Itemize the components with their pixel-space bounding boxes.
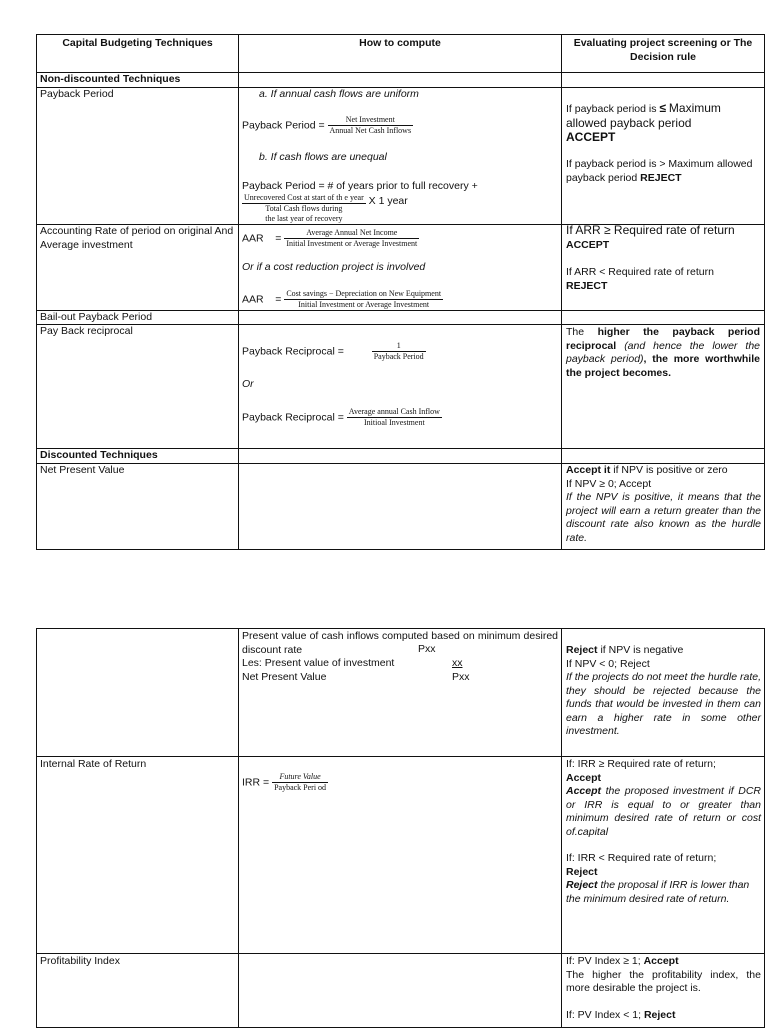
fraction-numerator: Unrecovered Cost at start of th e year — [244, 193, 364, 202]
rule-text: If payback period is > Maximum allowed payback period — [566, 158, 753, 184]
arr-formula-cost-reduction — [242, 289, 443, 310]
fraction — [284, 289, 443, 310]
uniform-cash-flow-label: a. If annual cash flows are uniform — [259, 88, 419, 100]
rule-text: If ARR < Required rate of return — [566, 266, 714, 278]
fraction-denominator: Annual Net Cash Inflows — [329, 126, 412, 135]
header-techniques: Capital Budgeting Techniques — [62, 37, 213, 49]
fraction-numerator: Net Investment — [328, 115, 414, 126]
formula-lhs: Payback Reciprocal = — [242, 411, 344, 424]
rule-decision: REJECT — [640, 171, 682, 184]
formula-lhs: AAR — [242, 232, 264, 245]
unequal-cash-flow-label: b. If cash flows are unequal — [259, 151, 387, 163]
irr-formula — [242, 772, 328, 793]
npv-reject-rule — [566, 644, 761, 739]
payback-formula-uniform — [242, 115, 413, 136]
fraction-numerator: Cost savings − Depreciation on New Equipment — [286, 289, 442, 298]
section-discounted: Discounted Techniques — [40, 449, 158, 461]
technique-irr: Internal Rate of Return — [40, 758, 147, 770]
rule-text: If NPV < 0; Reject — [566, 657, 650, 670]
npv-line-label: Net Present Value — [242, 670, 327, 683]
rule-emphasis: higher the payback period reciprocal — [566, 326, 761, 352]
formula-tail: X 1 year — [368, 195, 408, 207]
rule-text: If ARR ≥ Required rate of return — [566, 223, 735, 237]
reciprocal-formula — [242, 341, 426, 362]
npv-line-3 — [242, 671, 558, 685]
row-divider — [37, 756, 764, 757]
rule-decision: Accept it — [566, 464, 611, 476]
fraction — [347, 407, 442, 428]
rule-decision: Reject — [566, 644, 598, 656]
rule-text: if NPV is positive or zero — [613, 464, 728, 476]
fraction-denominator: Initial Investment or Average Investment — [298, 300, 430, 309]
rule-decision: Reject — [643, 1008, 676, 1021]
rule-emphasis: more worthwhile the project becomes. — [566, 353, 760, 379]
row-divider — [37, 953, 764, 954]
npv-line-value: Pxx — [418, 643, 436, 655]
technique-profitability-index: Profitability Index — [40, 955, 120, 967]
fraction-denominator: Initioal Investment — [364, 418, 425, 427]
rule-decision: Reject — [566, 879, 598, 891]
formula-lhs: IRR = — [242, 776, 270, 789]
reciprocal-formula-alt — [242, 407, 442, 428]
npv-accept-rule — [566, 464, 761, 545]
rule-explanation: the proposal if IRR is lower than the minimum desired rate of return. — [566, 879, 750, 905]
fraction-denominator: Total Cash flows during — [265, 204, 343, 213]
rule-explanation: If the NPV is positive, it means that the project will earn a return greater than the discount rate also known as the hurdle rate. — [566, 491, 761, 544]
rule-decision: ACCEPT — [566, 130, 616, 144]
pi-reject-line — [566, 1009, 761, 1023]
irr-decision-rule — [566, 758, 761, 906]
header-decision-rule: Evaluating project screening or The Decision rule — [573, 37, 753, 63]
rule-text: if NPV is negative — [600, 644, 684, 656]
formula-lhs: AAR — [242, 293, 264, 306]
technique-payback-period: Payback Period — [40, 88, 114, 100]
rule-decision: Accept — [566, 785, 602, 797]
rule-text: If: IRR < Required rate of return; — [566, 852, 717, 864]
npv-line-1 — [242, 630, 558, 657]
payback-formula-unequal-fraction — [242, 193, 408, 224]
irr-reject-explanation — [566, 879, 761, 906]
fraction — [242, 193, 366, 224]
npv-computation — [242, 630, 558, 684]
fraction — [328, 115, 414, 136]
rule-decision: Accept — [566, 771, 602, 784]
payback-accept-rule — [566, 102, 761, 146]
fraction-numerator: Future Value — [272, 772, 328, 783]
rule-decision: Accept — [643, 955, 679, 967]
rule-decision: REJECT — [566, 279, 608, 292]
section-non-discounted: Non-discounted Techniques — [40, 73, 181, 85]
rule-text: If payback period is — [566, 103, 657, 115]
formula-lhs: Payback Reciprocal = — [242, 345, 344, 358]
npv-line-value: Pxx — [452, 670, 470, 683]
fraction-denominator-line2: the last year of recovery — [265, 214, 343, 223]
technique-bailout-payback: Bail-out Payback Period — [40, 311, 153, 323]
column-divider — [238, 35, 239, 549]
rule-decision: ACCEPT — [566, 238, 610, 251]
column-divider — [561, 629, 562, 1027]
arr-accept-rule — [566, 224, 761, 252]
formula-equals: = — [275, 293, 282, 306]
formula-equals: = — [275, 232, 282, 245]
header-how-to-compute: How to compute — [359, 37, 441, 49]
npv-line-value: xx — [452, 657, 463, 669]
rule-italic: (and hence the lower the payback period) — [566, 339, 761, 365]
fraction-denominator: Payback Period — [373, 352, 424, 361]
rule-symbol: ≤ — [659, 101, 666, 115]
rule-text: , the — [643, 353, 668, 365]
rule-text: If: PV Index ≥ 1; — [566, 955, 641, 967]
fraction — [372, 341, 426, 362]
column-divider — [561, 35, 562, 549]
capital-budgeting-table-page1 — [36, 34, 765, 550]
rule-text: Maximum allowed payback period — [566, 101, 721, 130]
technique-arr: Accounting Rate of period on original And Average investment — [40, 225, 234, 251]
rule-explanation: the proposed investment if DCR or IRR is equal to or greater than minimum desired rate of return or cost of.capital — [566, 785, 762, 838]
pi-decision-rule — [566, 955, 761, 1022]
npv-line-label: Les: Present value of investment — [242, 657, 395, 669]
formula-lhs: Payback Period = — [242, 119, 325, 132]
fraction — [284, 228, 419, 249]
reciprocal-or: Or — [242, 378, 254, 390]
fraction-numerator: Average Annual Net Income — [284, 228, 419, 239]
fraction-numerator: Average annual Cash Inflow — [348, 407, 440, 416]
fraction-numerator: 1 — [372, 341, 426, 352]
column-divider — [238, 629, 239, 1027]
rule-decision: Reject — [566, 865, 598, 878]
pi-accept-line — [566, 955, 761, 969]
rule-explanation: The higher the profitability index, the more desirable the project is. — [566, 968, 761, 994]
npv-line-label: Present value of cash inflows computed based on minimum desired discount rate — [242, 630, 558, 656]
arr-formula — [242, 228, 419, 249]
rule-text: If NPV ≥ 0; Accept — [566, 477, 652, 490]
arr-cost-reduction-note: Or if a cost reduction project is involved — [242, 261, 426, 273]
rule-explanation: If the projects do not meet the hurdle rate, they should be rejected because the funds that would be invested in them can earn a higher rate in some other investment. — [566, 671, 761, 737]
fraction-denominator: Initial Investment or Average Investment — [286, 239, 418, 248]
arr-reject-rule — [566, 266, 761, 293]
rule-text: The — [566, 326, 585, 338]
capital-budgeting-table-page2 — [36, 628, 765, 1028]
payback-reject-rule — [566, 158, 761, 185]
fraction — [272, 772, 328, 793]
reciprocal-decision-rule — [566, 326, 760, 380]
rule-text: If: PV Index < 1; — [566, 1008, 642, 1021]
rule-text: If: IRR ≥ Required rate of return; — [566, 758, 716, 770]
payback-formula-unequal: Payback Period = # of years prior to full recovery + — [242, 180, 478, 192]
technique-payback-reciprocal: Pay Back reciprocal — [40, 325, 133, 337]
fraction-denominator: Payback Peri od — [274, 783, 327, 792]
npv-line-2 — [242, 657, 558, 671]
irr-accept-explanation — [566, 785, 761, 839]
technique-npv: Net Present Value — [40, 464, 125, 476]
